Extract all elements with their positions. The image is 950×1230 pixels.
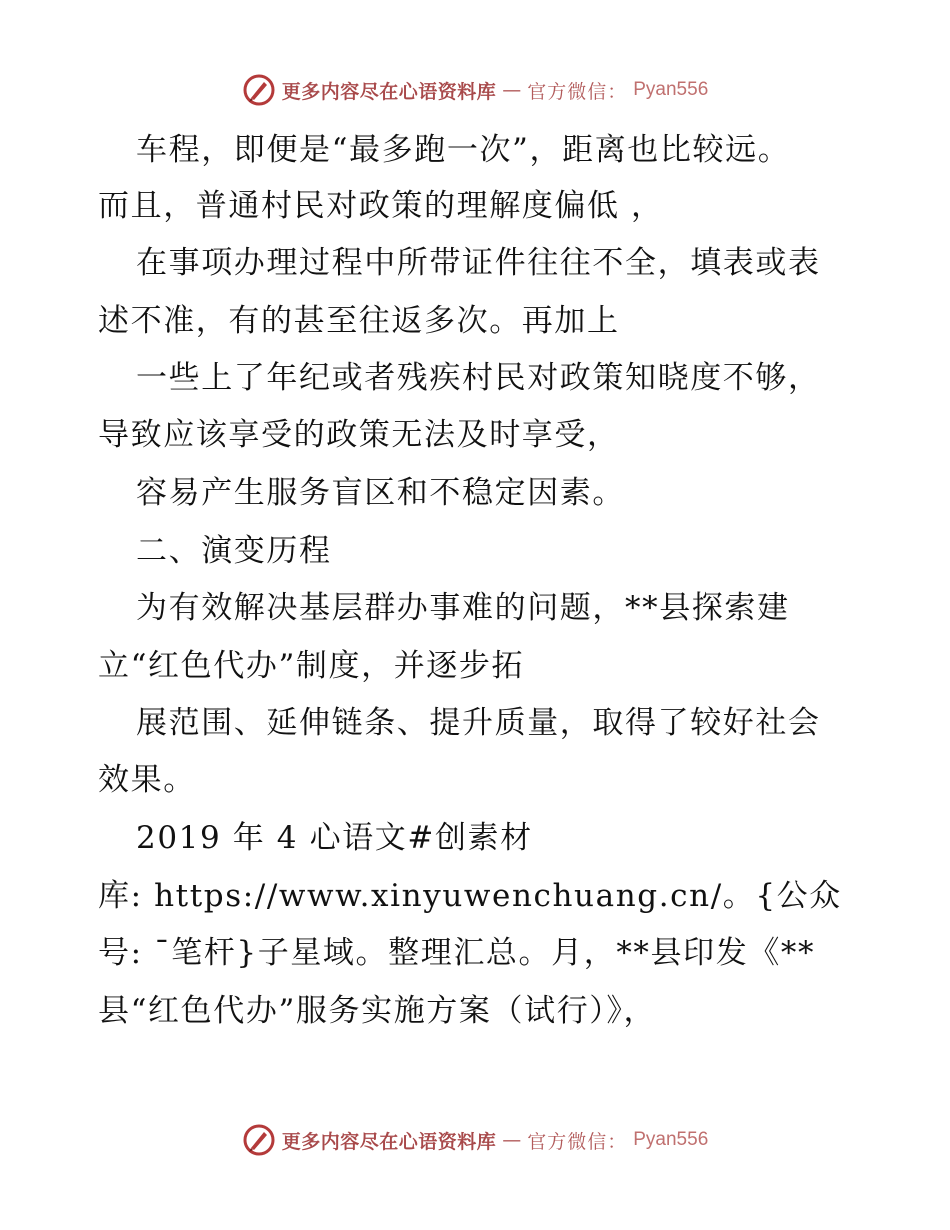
text-line: 为有效解决基层群办事难的问题，**县探索建 — [136, 590, 790, 626]
text-line: 在事项办理过程中所带证件往往不全，填表或表 — [136, 245, 821, 281]
banner-wechat-label: 官方微信： — [527, 80, 628, 103]
banner-wechat-id: Pyan556 — [633, 1129, 709, 1150]
header-banner — [0, 68, 950, 112]
banner-wechat-id: Pyan556 — [633, 79, 709, 100]
banner-separator: — — [502, 1129, 522, 1151]
text-line: 车程，即便是“最多跑一次”，距离也比较远。 — [136, 132, 791, 168]
banner-wechat-label: 官方微信： — [527, 1130, 628, 1153]
text-line: 展范围、延伸链条、提升质量，取得了较好社会 — [136, 705, 821, 741]
section-heading: 二、演变历程 — [136, 533, 332, 569]
banner-separator: — — [502, 79, 522, 101]
text-line: 库: https://www.xinyuwenchuang.cn/。{公众 — [98, 878, 842, 914]
text-line: 一些上了年纪或者残疾村民对政策知晓度不够， — [136, 360, 821, 396]
text-line: 而且，普通村民对政策的理解度偏低 ， — [98, 188, 664, 224]
banner-title: 更多内容尽在心语资料库 — [281, 80, 497, 103]
footer-banner — [0, 1118, 950, 1162]
text-line: 效果。 — [98, 762, 196, 798]
text-line: 县“红色代办”服务实施方案（试行）》， — [98, 993, 657, 1029]
banner-title: 更多内容尽在心语资料库 — [281, 1130, 497, 1153]
text-line: 立“红色代办”制度，并逐步拓 — [98, 648, 525, 684]
text-line: 容易产生服务盲区和不稳定因素。 — [136, 475, 625, 511]
text-line: 号: ¯笔杆}子星域。整理汇总。月，**县印发《** — [98, 935, 816, 971]
feather-pen-logo-icon — [242, 73, 276, 107]
text-line: 述不准，有的甚至往返多次。再加上 — [98, 303, 620, 339]
feather-pen-logo-icon — [242, 1123, 276, 1157]
text-line: 2019 年 4 心语文#创素材 — [136, 820, 533, 856]
text-line: 导致应该享受的政策无法及时享受， — [98, 417, 620, 453]
